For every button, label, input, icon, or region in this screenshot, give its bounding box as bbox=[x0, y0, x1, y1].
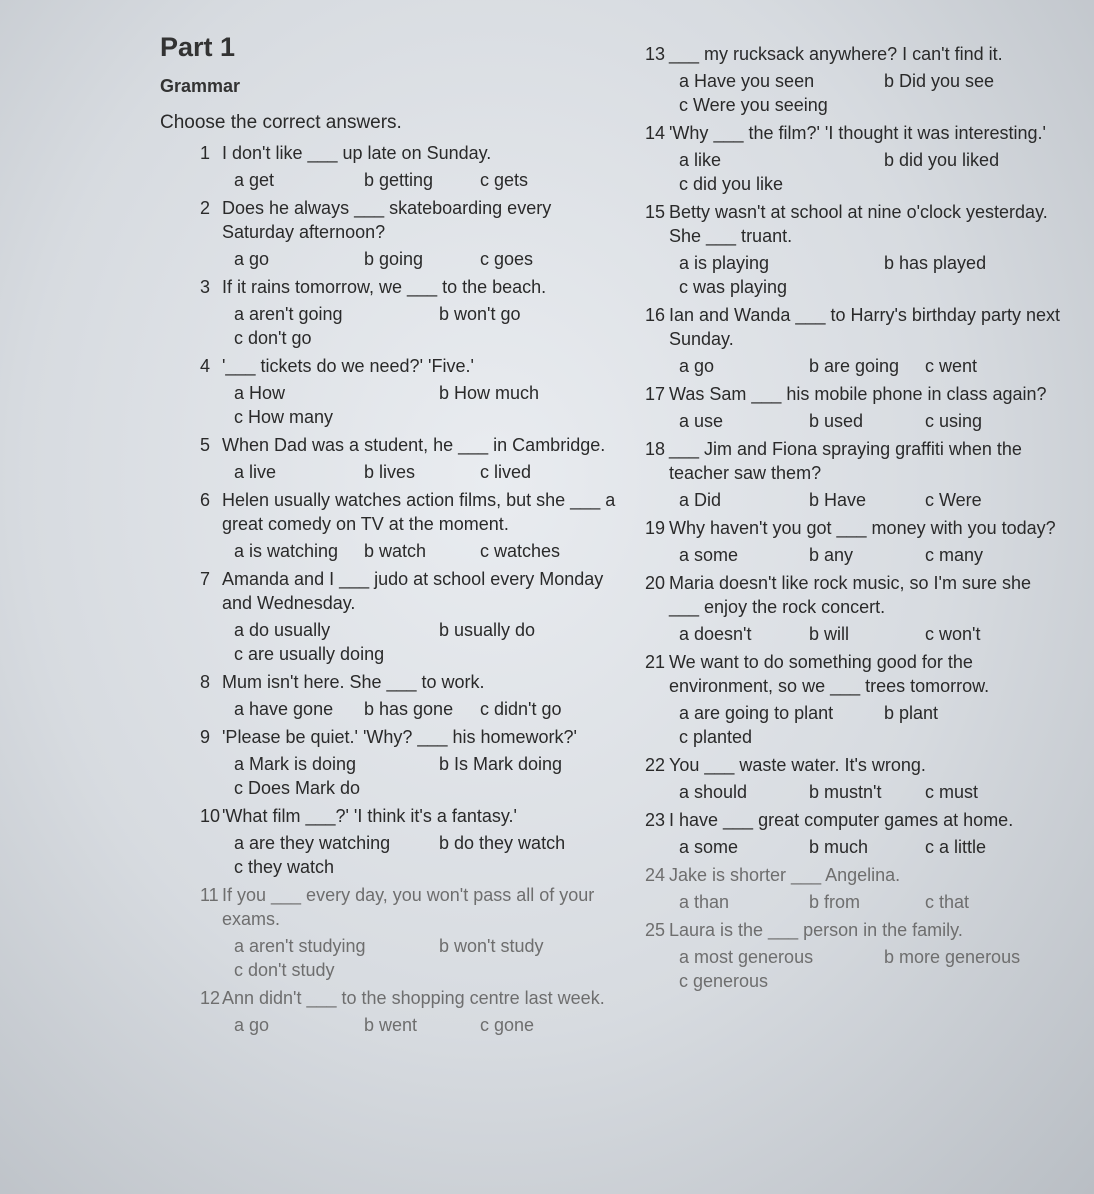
question-item bbox=[200, 670, 620, 721]
question-item bbox=[645, 918, 1065, 993]
answer-option[interactable]: a go bbox=[679, 356, 715, 376]
answer-option[interactable]: c was playing bbox=[679, 277, 788, 297]
answer-options bbox=[234, 302, 620, 350]
question-item bbox=[200, 488, 620, 563]
answer-options bbox=[679, 543, 1065, 567]
question-item bbox=[645, 753, 1065, 804]
question-item bbox=[200, 354, 620, 429]
answer-options bbox=[234, 381, 620, 429]
answer-option-row bbox=[679, 945, 1065, 969]
answer-option[interactable]: a are going to plant bbox=[679, 703, 834, 723]
answer-option[interactable]: a go bbox=[234, 1015, 270, 1035]
questions-right-column bbox=[645, 42, 1065, 997]
question-item bbox=[200, 275, 620, 350]
answer-option[interactable]: b Is Mark doing bbox=[439, 754, 563, 774]
question-text: I don't like ___ up late on Sunday. bbox=[222, 143, 492, 163]
answer-option[interactable]: c Were you seeing bbox=[679, 95, 828, 115]
answer-option[interactable]: b plant bbox=[884, 703, 939, 723]
answer-option[interactable]: c using bbox=[925, 411, 983, 431]
question-text: Why haven't you got ___ money with you today? bbox=[669, 518, 1056, 538]
question-number: 3 bbox=[200, 277, 211, 297]
question-number: 13 bbox=[645, 44, 666, 64]
answer-option[interactable]: b getting bbox=[364, 170, 434, 190]
answer-option-row bbox=[234, 302, 620, 326]
section-heading: Grammar bbox=[160, 76, 241, 96]
question-item bbox=[645, 571, 1065, 646]
question-item bbox=[645, 303, 1065, 378]
question-number: 19 bbox=[645, 518, 666, 538]
answer-option[interactable]: c did you like bbox=[679, 174, 784, 194]
answer-options bbox=[679, 148, 1065, 196]
question-text: 'Why ___ the film?' 'I thought it was interesting.' bbox=[669, 123, 1046, 143]
answer-option[interactable]: c are usually doing bbox=[234, 644, 385, 664]
answer-options bbox=[679, 409, 1065, 433]
question-item bbox=[645, 863, 1065, 914]
answer-option[interactable]: a use bbox=[679, 411, 724, 431]
question-number: 9 bbox=[200, 727, 211, 747]
answer-options bbox=[234, 247, 620, 271]
answer-option[interactable]: b any bbox=[809, 545, 854, 565]
answer-option[interactable]: b Have bbox=[809, 490, 867, 510]
answer-option[interactable]: c won't bbox=[925, 624, 981, 644]
question-text: We want to do something good for the environment, so we ___ trees tomorrow. bbox=[669, 652, 990, 696]
question-text: Amanda and I ___ judo at school every Monday and Wednesday. bbox=[222, 569, 604, 613]
question-number: 22 bbox=[645, 755, 666, 775]
question-item bbox=[645, 808, 1065, 859]
answer-option[interactable]: a like bbox=[679, 150, 722, 170]
answer-options bbox=[679, 251, 1065, 299]
answer-option[interactable]: c How many bbox=[234, 407, 334, 427]
answer-options bbox=[234, 618, 620, 666]
answer-option-row bbox=[679, 543, 1065, 567]
answer-option-row bbox=[234, 934, 620, 958]
answer-option[interactable]: b lives bbox=[364, 462, 416, 482]
question-text: Ann didn't ___ to the shopping centre last week. bbox=[222, 988, 605, 1008]
answer-option-row bbox=[679, 488, 1065, 512]
answer-option-row bbox=[679, 93, 1065, 117]
answer-options bbox=[679, 890, 1065, 914]
answer-option-row bbox=[234, 168, 620, 192]
question-item bbox=[200, 804, 620, 879]
answer-option[interactable]: c they watch bbox=[234, 857, 335, 877]
answer-option[interactable]: b from bbox=[809, 892, 861, 912]
answer-option[interactable]: c many bbox=[925, 545, 984, 565]
question-number: 14 bbox=[645, 123, 666, 143]
answer-option-row bbox=[234, 326, 620, 350]
answer-option[interactable]: c gone bbox=[480, 1015, 535, 1035]
answer-option[interactable]: b won't go bbox=[439, 304, 521, 324]
answer-options bbox=[234, 460, 620, 484]
answer-option[interactable]: b did you liked bbox=[884, 150, 1000, 170]
answer-option-row bbox=[679, 172, 1065, 196]
answer-options bbox=[679, 622, 1065, 646]
answer-option-row bbox=[234, 831, 620, 855]
question-text: Ian and Wanda ___ to Harry's birthday party next Sunday. bbox=[669, 305, 1060, 349]
answer-option[interactable]: a aren't studying bbox=[234, 936, 366, 956]
answer-options bbox=[234, 752, 620, 800]
answer-option-row bbox=[679, 354, 1065, 378]
answer-option[interactable]: a doesn't bbox=[679, 624, 752, 644]
answer-option-row bbox=[679, 148, 1065, 172]
answer-option[interactable]: b usually do bbox=[439, 620, 536, 640]
answer-option[interactable]: a than bbox=[679, 892, 730, 912]
answer-option[interactable]: a is playing bbox=[679, 253, 770, 273]
question-number: 8 bbox=[200, 672, 211, 692]
answer-option[interactable]: a go bbox=[234, 249, 270, 269]
answer-option[interactable]: b are going bbox=[809, 356, 900, 376]
answer-option-row bbox=[234, 697, 620, 721]
question-item bbox=[200, 986, 620, 1037]
answer-option-row bbox=[679, 409, 1065, 433]
answer-options bbox=[679, 354, 1065, 378]
answer-option-row bbox=[234, 247, 620, 271]
answer-options bbox=[234, 697, 620, 721]
question-text: You ___ waste water. It's wrong. bbox=[669, 755, 926, 775]
answer-option[interactable]: b used bbox=[809, 411, 864, 431]
answer-option-row bbox=[679, 701, 1065, 725]
answer-option[interactable]: a aren't going bbox=[234, 304, 343, 324]
question-text: ___ Jim and Fiona spraying graffiti when the teacher saw them? bbox=[669, 439, 1022, 483]
answer-option-row bbox=[679, 251, 1065, 275]
question-text: 'What film ___?' 'I think it's a fantasy.' bbox=[222, 806, 517, 826]
question-text: I have ___ great computer games at home. bbox=[669, 810, 1014, 830]
question-text: When Dad was a student, he ___ in Cambridge. bbox=[222, 435, 606, 455]
answer-option[interactable]: a are they watching bbox=[234, 833, 391, 853]
question-text: If you ___ every day, you won't pass all of your exams. bbox=[222, 885, 595, 929]
question-item bbox=[645, 42, 1065, 117]
answer-option[interactable]: c don't go bbox=[234, 328, 312, 348]
answer-option-row bbox=[234, 539, 620, 563]
answer-option[interactable]: b watch bbox=[364, 541, 427, 561]
answer-option-row bbox=[679, 622, 1065, 646]
answer-option-row bbox=[679, 275, 1065, 299]
question-text: Maria doesn't like rock music, so I'm sure she ___ enjoy the rock concert. bbox=[669, 573, 1031, 617]
question-number: 25 bbox=[645, 920, 666, 940]
answer-options bbox=[234, 934, 620, 982]
answer-option-row bbox=[234, 752, 620, 776]
question-number: 6 bbox=[200, 490, 211, 510]
answer-option-row bbox=[234, 618, 620, 642]
answer-option[interactable]: c went bbox=[925, 356, 978, 376]
answer-options bbox=[679, 488, 1065, 512]
answer-option[interactable]: a should bbox=[679, 782, 748, 802]
answer-option-row bbox=[234, 460, 620, 484]
question-number: 12 bbox=[200, 988, 221, 1008]
answer-option[interactable]: c that bbox=[925, 892, 970, 912]
question-number: 1 bbox=[200, 143, 211, 163]
question-number: 11 bbox=[200, 885, 219, 905]
question-text: Helen usually watches action films, but she ___ a great comedy on TV at the moment. bbox=[222, 490, 616, 534]
answer-options bbox=[234, 1013, 620, 1037]
instructions: Choose the correct answers. bbox=[160, 112, 402, 133]
question-text: ___ my rucksack anywhere? I can't find it. bbox=[669, 44, 1003, 64]
question-text: Laura is the ___ person in the family. bbox=[669, 920, 963, 940]
question-item bbox=[200, 567, 620, 666]
answer-options bbox=[679, 835, 1065, 859]
answer-options bbox=[234, 539, 620, 563]
answer-options bbox=[679, 69, 1065, 117]
question-text: Does he always ___ skateboarding every Saturday afternoon? bbox=[222, 198, 552, 242]
question-item bbox=[200, 141, 620, 192]
question-number: 18 bbox=[645, 439, 666, 459]
answer-option[interactable]: c didn't go bbox=[480, 699, 562, 719]
answer-option-row bbox=[234, 1013, 620, 1037]
answer-option[interactable]: c goes bbox=[480, 249, 534, 269]
answer-option[interactable]: b going bbox=[364, 249, 424, 269]
answer-option[interactable]: b will bbox=[809, 624, 850, 644]
question-item bbox=[645, 200, 1065, 299]
question-text: Betty wasn't at school at nine o'clock yesterday. She ___ truant. bbox=[669, 202, 1048, 246]
question-text: Jake is shorter ___ Angelina. bbox=[669, 865, 901, 885]
answer-option[interactable]: a How bbox=[234, 383, 286, 403]
question-number: 24 bbox=[645, 865, 666, 885]
question-item bbox=[645, 437, 1065, 512]
answer-option[interactable]: c lived bbox=[480, 462, 532, 482]
answer-option[interactable]: b has gone bbox=[364, 699, 454, 719]
answer-option[interactable]: c a little bbox=[925, 837, 987, 857]
answer-option-row bbox=[679, 725, 1065, 749]
answer-option[interactable]: a do usually bbox=[234, 620, 331, 640]
question-text: 'Please be quiet.' 'Why? ___ his homework?' bbox=[222, 727, 577, 747]
answer-option[interactable]: c planted bbox=[679, 727, 753, 747]
question-number: 20 bbox=[645, 573, 666, 593]
question-text: Mum isn't here. She ___ to work. bbox=[222, 672, 485, 692]
answer-option[interactable]: a is watching bbox=[234, 541, 339, 561]
answer-option[interactable]: a get bbox=[234, 170, 275, 190]
question-item bbox=[200, 883, 620, 982]
question-item bbox=[645, 382, 1065, 433]
answer-option[interactable]: b more generous bbox=[884, 947, 1021, 967]
answer-option[interactable]: a Have you seen bbox=[679, 71, 815, 91]
question-number: 4 bbox=[200, 356, 211, 376]
question-number: 5 bbox=[200, 435, 211, 455]
question-item bbox=[645, 516, 1065, 567]
question-item bbox=[200, 196, 620, 271]
answer-options bbox=[234, 831, 620, 879]
question-number: 17 bbox=[645, 384, 666, 404]
page-title: Part 1 bbox=[160, 32, 236, 62]
answer-option[interactable]: b Did you see bbox=[884, 71, 995, 91]
answer-option-row bbox=[234, 776, 620, 800]
answer-options bbox=[679, 780, 1065, 804]
question-text: '___ tickets do we need?' 'Five.' bbox=[222, 356, 474, 376]
answer-option[interactable]: a Did bbox=[679, 490, 722, 510]
answer-option[interactable]: a live bbox=[234, 462, 277, 482]
question-text: If it rains tomorrow, we ___ to the beach. bbox=[222, 277, 547, 297]
answer-option[interactable]: a some bbox=[679, 837, 739, 857]
question-item bbox=[645, 650, 1065, 749]
answer-option[interactable]: a some bbox=[679, 545, 739, 565]
answer-option-row bbox=[234, 642, 620, 666]
answer-option-row bbox=[679, 890, 1065, 914]
question-item bbox=[645, 121, 1065, 196]
answer-options bbox=[234, 168, 620, 192]
answer-option[interactable]: c Does Mark do bbox=[234, 778, 361, 798]
answer-option-row bbox=[234, 855, 620, 879]
answer-option[interactable]: c gets bbox=[480, 170, 529, 190]
answer-option-row bbox=[679, 835, 1065, 859]
answer-option[interactable]: b won't study bbox=[439, 936, 544, 956]
questions-left-column bbox=[200, 141, 620, 1041]
answer-option[interactable]: c generous bbox=[679, 971, 769, 991]
answer-option[interactable]: a Mark is doing bbox=[234, 754, 357, 774]
answer-option[interactable]: a have gone bbox=[234, 699, 334, 719]
answer-option[interactable]: a most generous bbox=[679, 947, 814, 967]
answer-option[interactable]: c Were bbox=[925, 490, 982, 510]
question-number: 7 bbox=[200, 569, 211, 589]
answer-option-row bbox=[234, 958, 620, 982]
answer-option[interactable]: b do they watch bbox=[439, 833, 566, 853]
question-number: 10 bbox=[200, 806, 221, 826]
question-item bbox=[200, 725, 620, 800]
answer-option-row bbox=[679, 969, 1065, 993]
answer-option[interactable]: c must bbox=[925, 782, 979, 802]
answer-option-row bbox=[679, 780, 1065, 804]
answer-option[interactable]: b much bbox=[809, 837, 869, 857]
answer-option[interactable]: b went bbox=[364, 1015, 418, 1035]
answer-option[interactable]: c don't study bbox=[234, 960, 335, 980]
question-number: 16 bbox=[645, 305, 666, 325]
question-number: 23 bbox=[645, 810, 666, 830]
answer-option[interactable]: b has played bbox=[884, 253, 987, 273]
answer-options bbox=[679, 945, 1065, 993]
answer-option[interactable]: b mustn't bbox=[809, 782, 882, 802]
answer-option[interactable]: b How much bbox=[439, 383, 540, 403]
answer-option-row bbox=[234, 405, 620, 429]
answer-option-row bbox=[234, 381, 620, 405]
question-item bbox=[200, 433, 620, 484]
question-number: 15 bbox=[645, 202, 666, 222]
question-number: 2 bbox=[200, 198, 211, 218]
answer-option-row bbox=[679, 69, 1065, 93]
question-number: 21 bbox=[645, 652, 666, 672]
question-text: Was Sam ___ his mobile phone in class again? bbox=[669, 384, 1047, 404]
answer-option[interactable]: c watches bbox=[480, 541, 561, 561]
answer-options bbox=[679, 701, 1065, 749]
